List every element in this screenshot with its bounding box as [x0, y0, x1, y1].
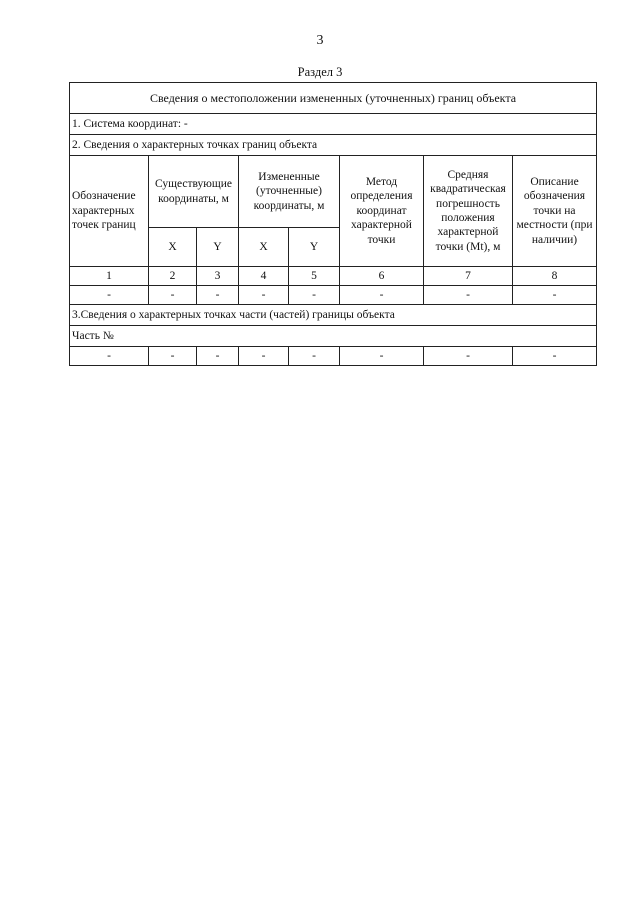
coordinate-system: 1. Система координат: -	[70, 114, 597, 135]
parts-data-row	[70, 347, 597, 366]
header-x-existing: X	[149, 228, 197, 267]
table-cell: -	[70, 347, 149, 366]
table-cell: -	[340, 347, 424, 366]
table-cell: -	[70, 286, 149, 305]
table-cell: -	[197, 286, 239, 305]
column-number: 2	[149, 267, 197, 286]
table-cell: -	[197, 347, 239, 366]
points-section-title: 2. Сведения о характерных точках границ объекта	[70, 135, 597, 156]
column-number: 3	[197, 267, 239, 286]
section-title: Раздел 3	[297, 65, 343, 79]
header-point-designation: Обозначение характерных точек границ	[70, 156, 149, 267]
points-data-row	[70, 286, 597, 305]
parts-section-title: 3.Сведения о характерных точках части (частей) границы объекта	[70, 305, 597, 326]
column-number: 7	[424, 267, 513, 286]
column-numbers-row	[70, 267, 597, 286]
table-cell: -	[340, 286, 424, 305]
table-cell: -	[513, 286, 597, 305]
header-x-changed: X	[239, 228, 289, 267]
column-number: 5	[289, 267, 340, 286]
table-cell: -	[513, 347, 597, 366]
header-method: Метод определения координат характерной точки	[340, 156, 424, 267]
header-changed-coordinates: Измененные (уточненные) координаты, м	[239, 156, 340, 228]
header-description: Описание обозначения точки на местности (при наличии)	[513, 156, 597, 267]
table-cell: -	[289, 286, 340, 305]
part-label: Часть №	[70, 326, 597, 347]
table-cell: -	[424, 347, 513, 366]
table-title: Сведения о местоположении измененных (уточненных) границ объекта	[70, 83, 597, 114]
column-number: 6	[340, 267, 424, 286]
table-cell: -	[149, 347, 197, 366]
page-number: 3	[316, 33, 324, 48]
table-cell: -	[424, 286, 513, 305]
boundary-table	[69, 82, 597, 366]
header-error: Средняя квадратическая погрешность положения характерной точки (Mt), м	[424, 156, 513, 267]
header-existing-coordinates: Существующие координаты, м	[149, 156, 239, 228]
column-number: 4	[239, 267, 289, 286]
table-cell: -	[239, 286, 289, 305]
column-number: 8	[513, 267, 597, 286]
column-number: 1	[70, 267, 149, 286]
table-cell: -	[239, 347, 289, 366]
header-y-existing: Y	[197, 228, 239, 267]
table-cell: -	[149, 286, 197, 305]
header-y-changed: Y	[289, 228, 340, 267]
table-cell: -	[289, 347, 340, 366]
